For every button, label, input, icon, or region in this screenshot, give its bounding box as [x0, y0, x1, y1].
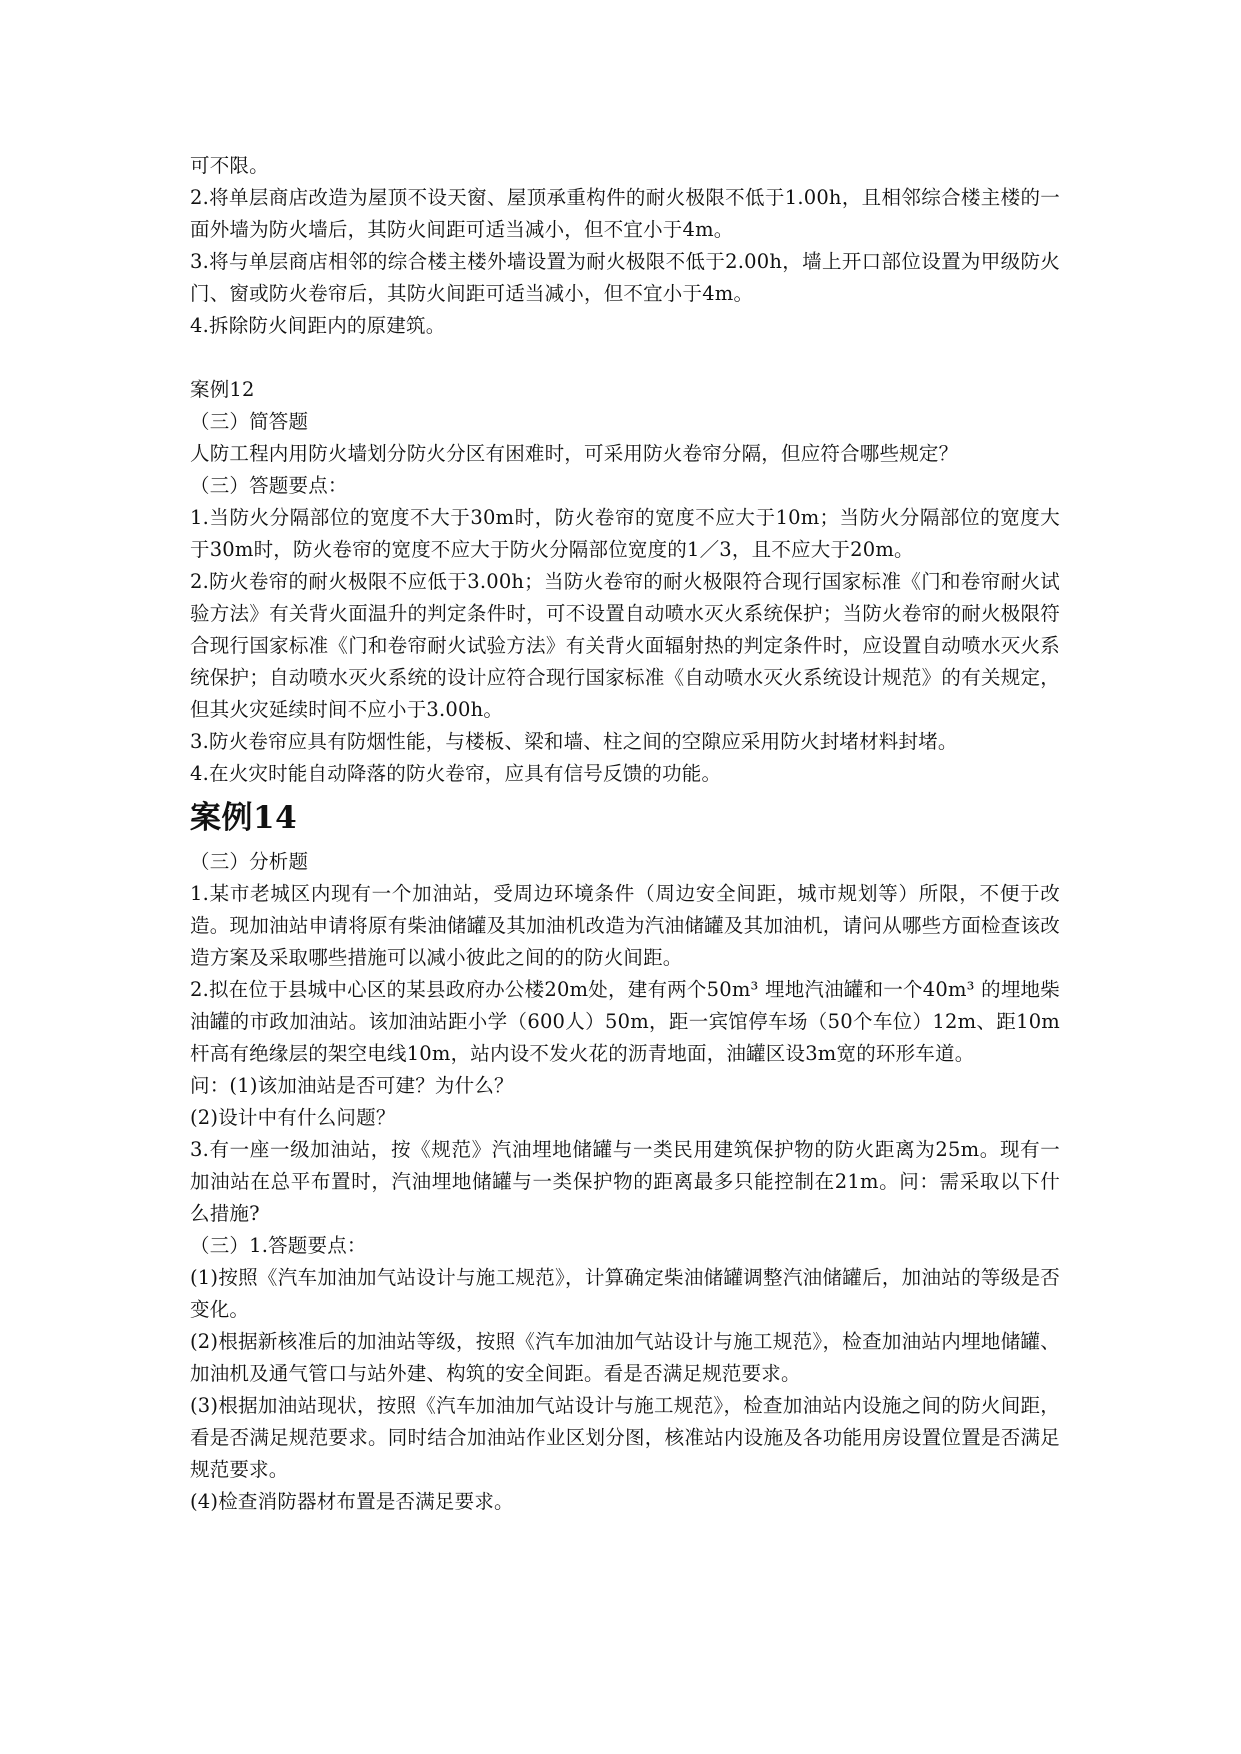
case14-answer: (4)检查消防器材布置是否满足要求。 [190, 1490, 514, 1513]
case14-answer-label: （三）1.答题要点： [190, 1234, 367, 1257]
case12-answer: 2.防火卷帘的耐火极限不应低于3.00h；当防火卷帘的耐火极限符合现行国家标准《门和卷帘耐火试验方法》有关背火面温升的判定条件时，可不设置自动喷水灭火系统保护；当防火卷帘的耐火极限符合现行国家标准《门和卷帘耐火试验方法》有关背火面辐射热的判定条件时，应设置自动喷水灭火系统保护；自动喷水灭火系统的设计应符合现行国家标准《自动喷水灭火系统设计规范》的有关规定，但其火灾延续时间不应小于3.00h。 [190, 570, 1060, 721]
case14-question-3: 3.有一座一级加油站，按《规范》汽油埋地储罐与一类民用建筑保护物的防火距离为25m。现有一加油站在总平布置时，汽油埋地储罐与一类保护物的距离最多只能控制在21m。问：需采取以下什么措施? [190, 1138, 1060, 1225]
case12-title: 案例12 [190, 378, 255, 401]
paragraph: 3.将与单层商店相邻的综合楼主楼外墙设置为耐火极限不低于2.00h，墙上开口部位设置为甲级防火门、窗或防火卷帘后，其防火间距可适当减小，但不宜小于4m。 [190, 250, 1060, 305]
paragraph: 2.将单层商店改造为屋顶不设天窗、屋顶承重构件的耐火极限不低于1.00h，且相邻综合楼主楼的一面外墙为防火墙后，其防火间距可适当减小，但不宜小于4m。 [190, 186, 1060, 241]
case12-type-label: （三）简答题 [190, 410, 309, 433]
case12-answer-label: （三）答题要点： [190, 474, 348, 497]
paragraph: 4.拆除防火间距内的原建筑。 [190, 314, 446, 337]
case14-question-2-ask-2: (2)设计中有什么问题？ [190, 1106, 396, 1129]
case14-question-2-ask-1: 问：(1)该加油站是否可建？为什么？ [190, 1074, 514, 1097]
case14-type-label: （三）分析题 [190, 850, 309, 873]
section-a [190, 150, 1060, 342]
spacer [190, 342, 1060, 374]
document-page [190, 150, 1060, 1518]
paragraph: 可不限。 [190, 154, 269, 177]
case12-answer: 1.当防火分隔部位的宽度不大于30m时，防火卷帘的宽度不应大于10m；当防火分隔部位的宽度大于30m时，防火卷帘的宽度不应大于防火分隔部位宽度的1／3，且不应大于20m。 [190, 506, 1060, 561]
case12-section [190, 374, 1060, 790]
case14-answer: (3)根据加油站现状，按照《汽车加油加气站设计与施工规范》，检查加油站内设施之间的防火间距，看是否满足规范要求。同时结合加油站作业区划分图，核准站内设施及各功能用房设置位置是否满足规范要求。 [190, 1394, 1060, 1481]
case14-title: 案例14 [190, 800, 298, 836]
case14-answer: (1)按照《汽车加油加气站设计与施工规范》，计算确定柴油储罐调整汽油储罐后，加油站的等级是否变化。 [190, 1266, 1060, 1321]
case14-question-2: 2.拟在位于县城中心区的某县政府办公楼20m处，建有两个50m³ 埋地汽油罐和一个40m³ 的埋地柴油罐的市政加油站。该加油站距小学（600人）50m，距一宾馆停车场（50个车位）12m、距10m杆高有绝缘层的架空电线10m，站内设不发火花的沥青地面，油罐区设3m宽的环形车道。 [190, 978, 1060, 1065]
case12-answer: 4.在火灾时能自动降落的防火卷帘，应具有信号反馈的功能。 [190, 762, 722, 785]
case12-answer: 3.防火卷帘应具有防烟性能，与楼板、梁和墙、柱之间的空隙应采用防火封堵材料封堵。 [190, 730, 958, 753]
case14-answer: (2)根据新核准后的加油站等级，按照《汽车加油加气站设计与施工规范》，检查加油站内埋地储罐、加油机及通气管口与站外建、构筑的安全间距。看是否满足规范要求。 [190, 1330, 1060, 1385]
case14-section [190, 796, 1060, 1518]
case14-question-1: 1.某市老城区内现有一个加油站，受周边环境条件（周边安全间距，城市规划等）所限，不便于改造。现加油站申请将原有柴油储罐及其加油机改造为汽油储罐及其加油机，请问从哪些方面检查该改造方案及采取哪些措施可以减小彼此之间的的防火间距。 [190, 882, 1060, 969]
case12-question: 人防工程内用防火墙划分防火分区有困难时，可采用防火卷帘分隔，但应符合哪些规定？ [190, 442, 959, 465]
